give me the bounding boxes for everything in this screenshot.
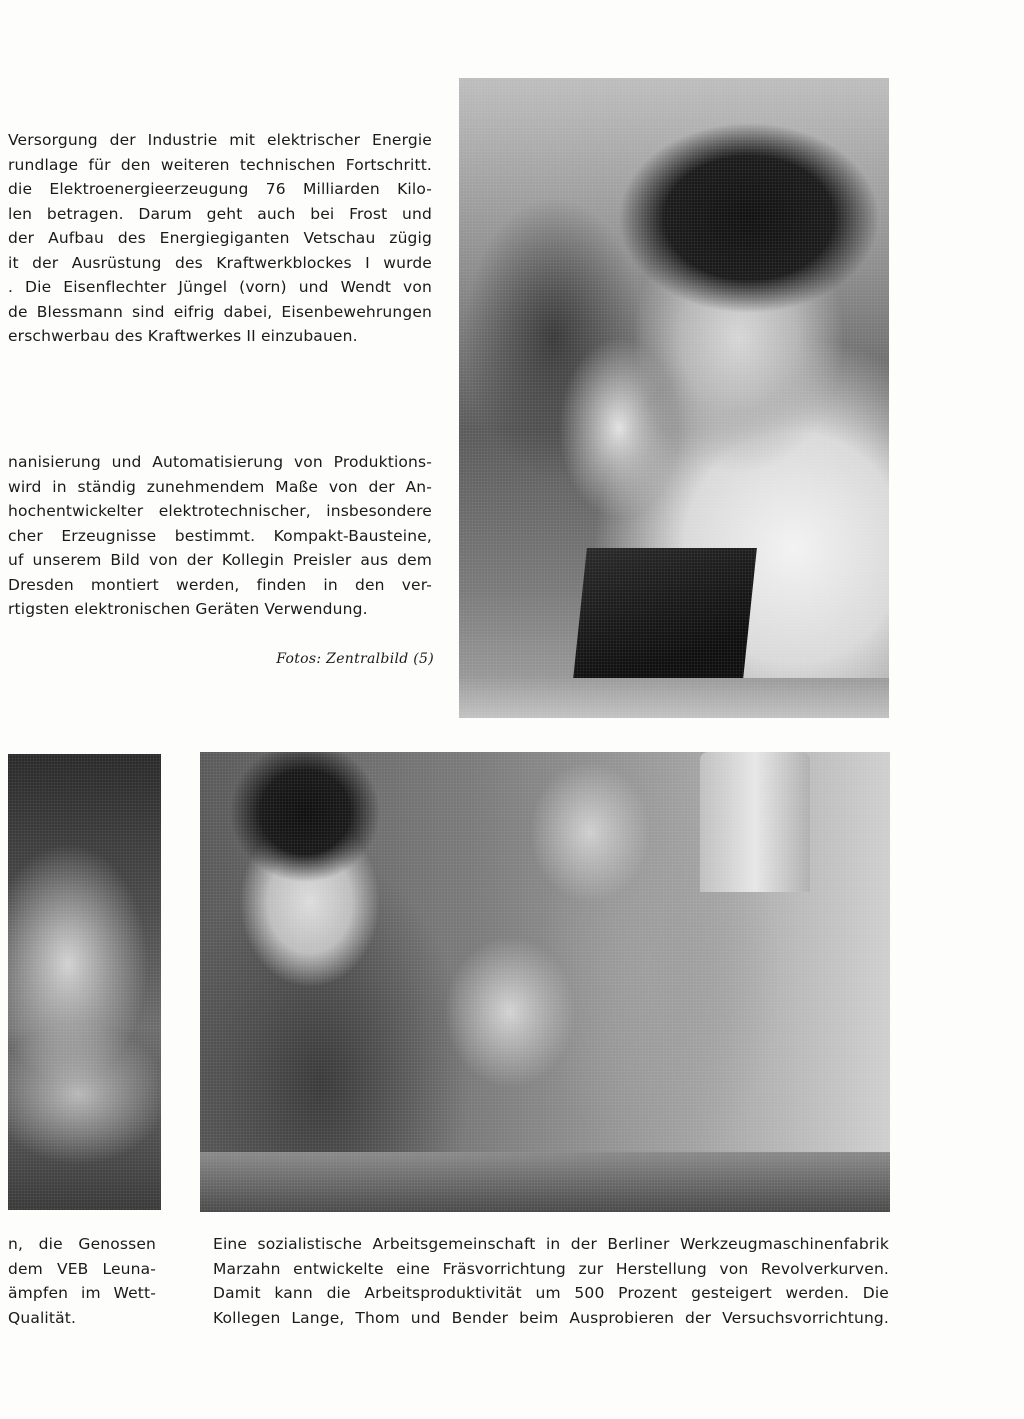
caption-line: der Aufbau des Energiegiganten Vetschau zügig	[8, 229, 432, 247]
caption-line: uf unserem Bild von der Kollegin Preisler aus dem	[8, 551, 432, 569]
caption-line: die Elektroenergieerzeugung 76 Milliarden Kilo-	[8, 180, 432, 198]
caption-line: . Die Eisenflechter Jüngel (vorn) und Wendt von	[8, 278, 432, 296]
caption-line: Marzahn entwickelte eine Fräsvorrichtung zur Herstellung von Revolverkurven.	[213, 1259, 889, 1278]
caption-line: ämpfen im Wett-	[8, 1284, 156, 1302]
caption-line: nanisierung und Automatisierung von Produktions-	[8, 453, 432, 471]
caption-line: erschwerbau des Kraftwerkes II einzubauen.	[8, 327, 358, 345]
photo-device-shape	[571, 548, 757, 698]
photo-bench-shape	[459, 678, 889, 718]
photo-partial-left	[8, 754, 161, 1210]
caption-line: n, die Genossen	[8, 1235, 156, 1253]
caption-line: wird in ständig zunehmendem Maße von der An-	[8, 477, 432, 496]
caption-line: hochentwickelter elektrotechnischer, insbesondere	[8, 502, 432, 520]
caption-line: rundlage für den weiteren technischen Fortschritt.	[8, 155, 432, 174]
photo-workers-at-milling-machine	[200, 752, 890, 1212]
caption-line: Eine sozialistische Arbeitsgemeinschaft in der Berliner Werkzeugmaschinenfabrik	[213, 1235, 889, 1253]
photo-table-shape	[200, 1152, 890, 1212]
caption-line: Qualität.	[8, 1308, 77, 1327]
caption-line: Kollegen Lange, Thom und Bender beim Ausprobieren der Versuchsvorrichtung.	[213, 1308, 889, 1327]
caption-line: len betragen. Darum geht auch bei Frost und	[8, 204, 432, 223]
caption-line: Damit kann die Arbeitsproduktivität um 500 Prozent gesteigert werden. Die	[213, 1284, 889, 1302]
caption-line: dem VEB Leuna-	[8, 1259, 156, 1278]
photo-credit: Fotos: Zentralbild (5)	[276, 651, 434, 667]
caption-automation	[8, 450, 432, 622]
caption-line: cher Erzeugnisse bestimmt. Kompakt-Bausteine,	[8, 526, 432, 545]
photo-machine-shape	[700, 752, 810, 892]
caption-energy-supply	[8, 128, 432, 349]
caption-line: de Blessmann sind eifrig dabei, Eisenbewehrungen	[8, 302, 432, 321]
caption-line: it der Ausrüstung des Kraftwerkblockes I wurde	[8, 253, 432, 272]
caption-line: Versorgung der Industrie mit elektrischer Energie	[8, 131, 432, 149]
caption-line: rtigsten elektronischen Geräten Verwendung.	[8, 600, 368, 618]
photo-technician-at-device	[459, 78, 889, 718]
caption-leuna	[8, 1232, 156, 1330]
caption-line: Dresden montiert werden, finden in den ver-	[8, 575, 432, 594]
caption-marzahn-milling	[213, 1232, 889, 1330]
